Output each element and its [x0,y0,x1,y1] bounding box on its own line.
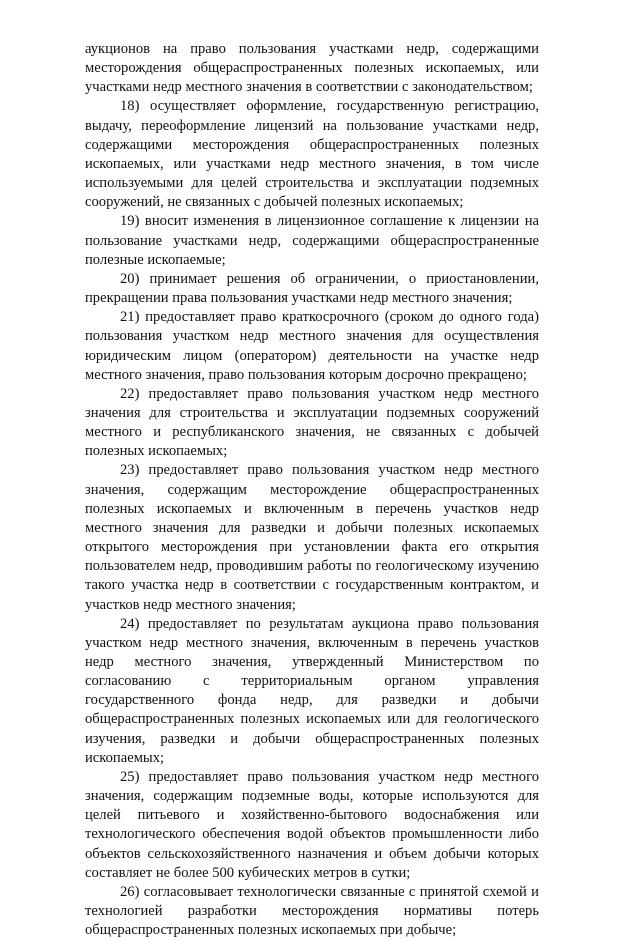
paragraph-item-19: 19) вносит изменения в лицензионное соглашение к лицензии на пользование участками недр, содержащими общераспространенные полезные ископаемые; [85,213,539,268]
paragraph-item-24: 24) предоставляет по результатам аукциона право пользования участком недр местного значения, включенным в перечень участков недр местного значения, утвержденный Министерством по согласованию с территориальным органом управления государственного фонда недр, для разведки и добычи общераспространенных полезных ископаемых или для геологического изучения, разведки и добычи общераспространенных полезных ископаемых; [85,615,539,766]
paragraph-item-25: 25) предоставляет право пользования участком недр местного значения, содержащим подземные воды, которые используются для целей питьевого и хозяйственно-бытового водоснабжения или технологического обеспечения водой объектов промышленности либо объектов сельскохозяйственного назначения и объем добычи которых составляет не более 500 кубических метров в сутки; [85,768,539,881]
paragraph-item-26: 26) согласовывает технологически связанные с принятой схемой и технологией разработки месторождения нормативы потерь общераспространенных полезных ископаемых при добыче; [85,883,539,939]
paragraph-item-20: 20) принимает решения об ограничении, о приостановлении, прекращении права пользования участками недр местного значения; [85,270,539,307]
paragraph-continuation: аукционов на право пользования участками недр, содержащими месторождения общераспространенных полезных ископаемых, или участками недр местного значения в соответствии с законодательством; [85,41,539,96]
paragraph-item-21: 21) предоставляет право краткосрочного (сроком до одного года) пользования участком недр местного значения для осуществления юридическим лицом (оператором) деятельности на участке недр местного значения, право пользования которым досрочно прекращено; [85,309,539,383]
paragraph-item-23: 23) предоставляет право пользования участком недр местного значения, содержащим месторождение общераспространенных полезных ископаемых и включенным в перечень участков недр местного значения для разведки и добычи полезных ископаемых открытого месторождения при установлении факта его открытия пользователем недр, проводившим работы по геологическому изучению такого участка недр в соответствии с государственным контрактом, и участков недр местного значения; [85,462,539,613]
document-page [85,40,539,940]
paragraph-item-22: 22) предоставляет право пользования участком недр местного значения для строительства и эксплуатации подземных сооружений местного и республиканского значения, не связанных с добычей полезных ископаемых; [85,385,539,460]
paragraph-item-18: 18) осуществляет оформление, государственную регистрацию, выдачу, переоформление лицензий на пользование участками недр, содержащими месторождения общераспространенных полезных ископаемых, или участками недр местного значения, в том числе используемыми для целей строительства и эксплуатации подземных сооружений, не связанных с добычей полезных ископаемых; [85,98,539,211]
